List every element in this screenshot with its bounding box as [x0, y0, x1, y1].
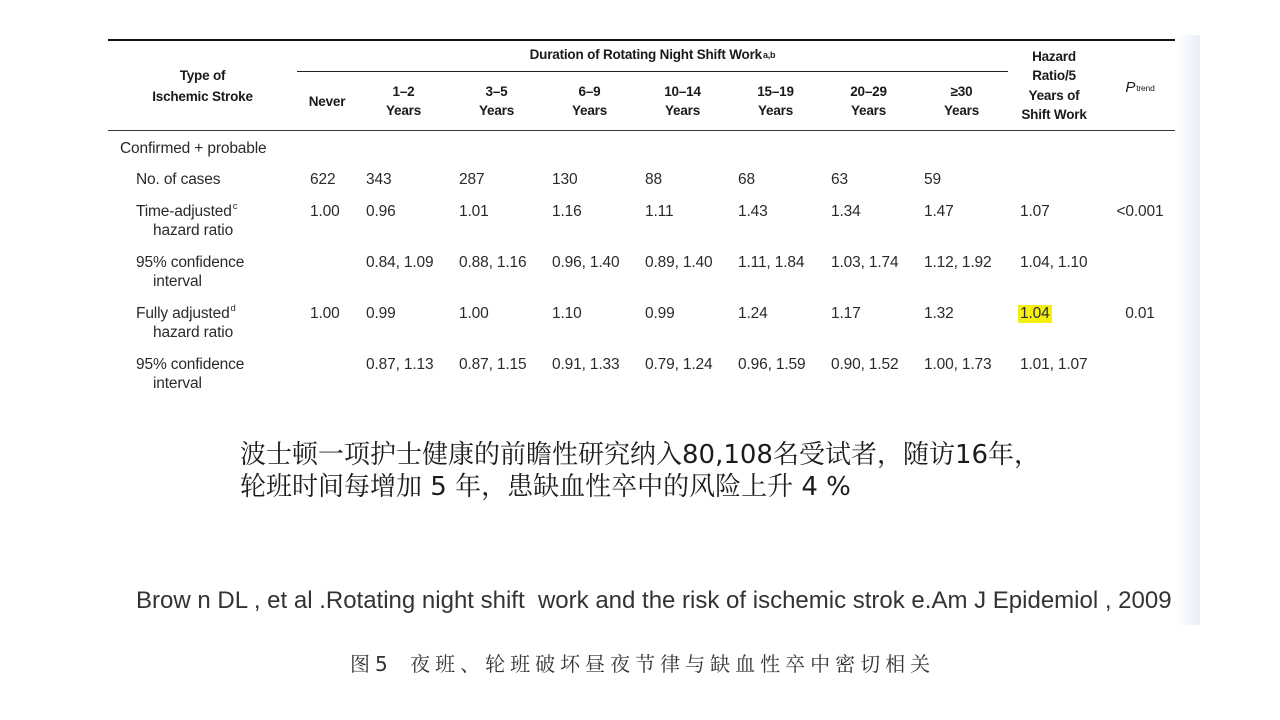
header-col-line: 15–19	[757, 84, 794, 99]
cell-value: 1.01	[459, 202, 489, 220]
row-label-text-line2: interval	[153, 273, 202, 290]
table-cell	[1008, 304, 1100, 324]
cell-value: 1.00, 1.73	[924, 355, 992, 373]
table-cell	[543, 304, 636, 324]
header-col-line: 3–5	[485, 84, 508, 99]
table-cell	[729, 170, 822, 190]
summary-text	[240, 439, 1040, 503]
cell-value: 0.79, 1.24	[645, 355, 713, 373]
table-cell	[297, 304, 357, 324]
cell-value: 1.11, 1.84	[738, 253, 805, 271]
table-cell	[357, 355, 450, 375]
row-label-footnote: d	[230, 302, 236, 314]
header-hazard-line: Years of	[1028, 87, 1080, 103]
header-col-line: 6–9	[578, 84, 601, 99]
row-label-text: Fully adjusted	[136, 304, 230, 322]
table-cell	[822, 304, 915, 324]
cell-value: 1.11	[645, 202, 674, 220]
cell-value: 1.12, 1.92	[924, 253, 992, 271]
table-cell	[297, 202, 357, 222]
table-cell	[636, 202, 729, 222]
table-cell	[450, 253, 543, 273]
table-cell	[357, 304, 450, 324]
cell-value: <0.001	[1116, 202, 1164, 220]
table-cell	[1100, 202, 1175, 222]
cell-value: 63	[831, 170, 848, 188]
table-cell	[1008, 253, 1100, 273]
cell-value: 622	[310, 170, 336, 188]
cell-value: 1.34	[831, 202, 861, 220]
header-col-30-plus	[915, 72, 1008, 130]
header-col-15-19	[729, 72, 822, 130]
header-col-line: Years	[664, 103, 701, 118]
row-label-text: 95% confidence	[136, 355, 245, 373]
header-col-3-5	[450, 72, 543, 130]
row-label-text: Time-adjusted	[136, 202, 232, 220]
section-label: Confirmed + probable	[120, 139, 267, 157]
header-col-line: 1–2	[392, 84, 415, 99]
table-cell	[822, 355, 915, 375]
header-duration: Duration of Rotating Night Shift Work a,b	[297, 41, 1008, 72]
table-cell	[915, 170, 1008, 190]
cell-value: 0.87, 1.15	[459, 355, 527, 373]
table-cell	[729, 202, 822, 222]
cell-value: 1.47	[924, 202, 954, 220]
highlighted-value: 1.04	[1020, 304, 1050, 322]
cell-value: 1.03, 1.74	[831, 253, 899, 271]
cell-value: 0.99	[645, 304, 675, 322]
cell-value: 0.89, 1.40	[645, 253, 713, 271]
header-col-line: Years	[757, 103, 794, 118]
header-col-line: Never	[308, 93, 346, 109]
summary-line: 轮班时间每增加 5 年，患缺血性卒中的风险上升 4 %	[240, 472, 851, 502]
row-label-text: No. of cases	[136, 170, 221, 188]
table-cell	[450, 304, 543, 324]
cell-value: 0.99	[366, 304, 396, 322]
header-col-20-29	[822, 72, 915, 130]
row-label-text: 95% confidence	[136, 253, 245, 271]
slide-edge	[1176, 35, 1200, 625]
cell-value: 0.96, 1.59	[738, 355, 806, 373]
table-row	[108, 297, 1175, 348]
table-cell	[729, 253, 822, 273]
table-cell	[543, 355, 636, 375]
table-cell	[729, 304, 822, 324]
cell-value: 1.43	[738, 202, 768, 220]
table-cell	[1008, 202, 1100, 222]
cell-value: 1.17	[831, 304, 861, 322]
citation: Brow n DL , et al .Rotating night shift work and the risk of ischemic strok e.Am J Epidemiol , 2009	[136, 587, 1172, 614]
row-label-text-line2: hazard ratio	[153, 324, 234, 341]
table-cell	[450, 170, 543, 190]
cell-value: 1.00	[459, 304, 489, 322]
table-cell	[543, 253, 636, 273]
table-cell	[450, 202, 543, 222]
cell-value: 0.96, 1.40	[552, 253, 620, 271]
header-col-line: Years	[943, 103, 980, 118]
table-cell	[1100, 304, 1175, 324]
header-p-trend: P trend	[1125, 78, 1155, 96]
cell-value: 1.00	[310, 304, 340, 322]
header-hazard-line: Ratio/5	[1032, 68, 1076, 83]
header-type-of-stroke	[108, 41, 297, 130]
header-col-line: Years	[850, 103, 887, 118]
cell-value: 1.10	[552, 304, 582, 322]
table-cell	[915, 304, 1008, 324]
table-cell	[297, 170, 357, 190]
table-header	[108, 39, 1175, 131]
header-col-line: Years	[385, 103, 422, 118]
row-label	[108, 170, 297, 190]
cell-value: 68	[738, 170, 755, 188]
cell-value: 88	[645, 170, 662, 188]
table-cell	[543, 170, 636, 190]
table-cell	[729, 355, 822, 375]
header-col-10-14	[636, 72, 729, 130]
header-p-letter: P	[1125, 78, 1136, 96]
cell-value: 0.91, 1.33	[552, 355, 620, 373]
table-cell	[636, 355, 729, 375]
cell-value: 0.90, 1.52	[831, 355, 899, 373]
cell-value: 1.04, 1.10	[1020, 253, 1088, 271]
table-cell	[915, 202, 1008, 222]
table-cell	[822, 202, 915, 222]
table-cell	[822, 253, 915, 273]
table-row	[108, 348, 1175, 399]
row-label	[108, 253, 297, 292]
table-row	[108, 195, 1175, 246]
cell-value: 287	[459, 170, 485, 188]
header-col-line: 10–14	[664, 84, 701, 99]
table-cell	[636, 170, 729, 190]
results-table	[108, 39, 1175, 399]
table-cell	[1008, 355, 1100, 375]
table-row	[108, 164, 1175, 195]
header-col-line: Years	[478, 103, 515, 118]
table-cell	[915, 253, 1008, 273]
table-cell	[450, 355, 543, 375]
cell-value: 0.84, 1.09	[366, 253, 434, 271]
header-col-line: ≥30	[950, 84, 973, 99]
cell-value: 343	[366, 170, 392, 188]
header-type-line: Type of	[179, 67, 226, 83]
row-label	[108, 202, 297, 241]
table-cell	[543, 202, 636, 222]
table-cell	[357, 170, 450, 190]
header-hazard-ratio	[1008, 41, 1100, 130]
cell-value: 0.87, 1.13	[366, 355, 434, 373]
header-col-line: Years	[571, 103, 608, 118]
table-cell	[357, 202, 450, 222]
cell-value: 59	[924, 170, 941, 188]
table-cell	[636, 253, 729, 273]
table-cell	[357, 253, 450, 273]
header-type-line: Ischemic Stroke	[152, 88, 253, 104]
table-cell	[915, 355, 1008, 375]
summary-line: 波士顿一项护士健康的前瞻性研究纳入80,108名受试者，随访16年，	[240, 440, 1041, 470]
cell-value: 1.32	[924, 304, 954, 322]
cell-value: 130	[552, 170, 578, 188]
header-col-6-9	[543, 72, 636, 130]
cell-value: 1.00	[310, 202, 340, 220]
row-label	[108, 355, 297, 394]
cell-value: 0.01	[1125, 304, 1155, 322]
row-label	[108, 304, 297, 343]
cell-value: 0.88, 1.16	[459, 253, 527, 271]
cell-value: 1.01, 1.07	[1020, 355, 1088, 373]
header-col-line: 20–29	[850, 84, 887, 99]
header-hazard-line: Hazard	[1032, 48, 1076, 64]
header-col-1-2	[357, 72, 450, 130]
row-label-text-line2: interval	[153, 375, 202, 392]
table-cell	[636, 304, 729, 324]
table-cell	[822, 170, 915, 190]
row-label-text-line2: hazard ratio	[153, 222, 234, 239]
table-body	[108, 164, 1175, 399]
cell-value: 0.96	[366, 202, 396, 220]
figure-caption: 图5 夜班、轮班破坏昼夜节律与缺血性卒中密切相关	[350, 652, 936, 676]
cell-value: 1.24	[738, 304, 768, 322]
table-row	[108, 246, 1175, 297]
row-label-footnote: c	[232, 200, 238, 212]
cell-value: 1.16	[552, 202, 582, 220]
header-col-never	[297, 72, 357, 130]
cell-value: 1.07	[1020, 202, 1050, 220]
header-hazard-line: Shift Work	[1021, 107, 1087, 122]
header-duration-text: Duration of Rotating Night Shift Work	[529, 46, 762, 62]
